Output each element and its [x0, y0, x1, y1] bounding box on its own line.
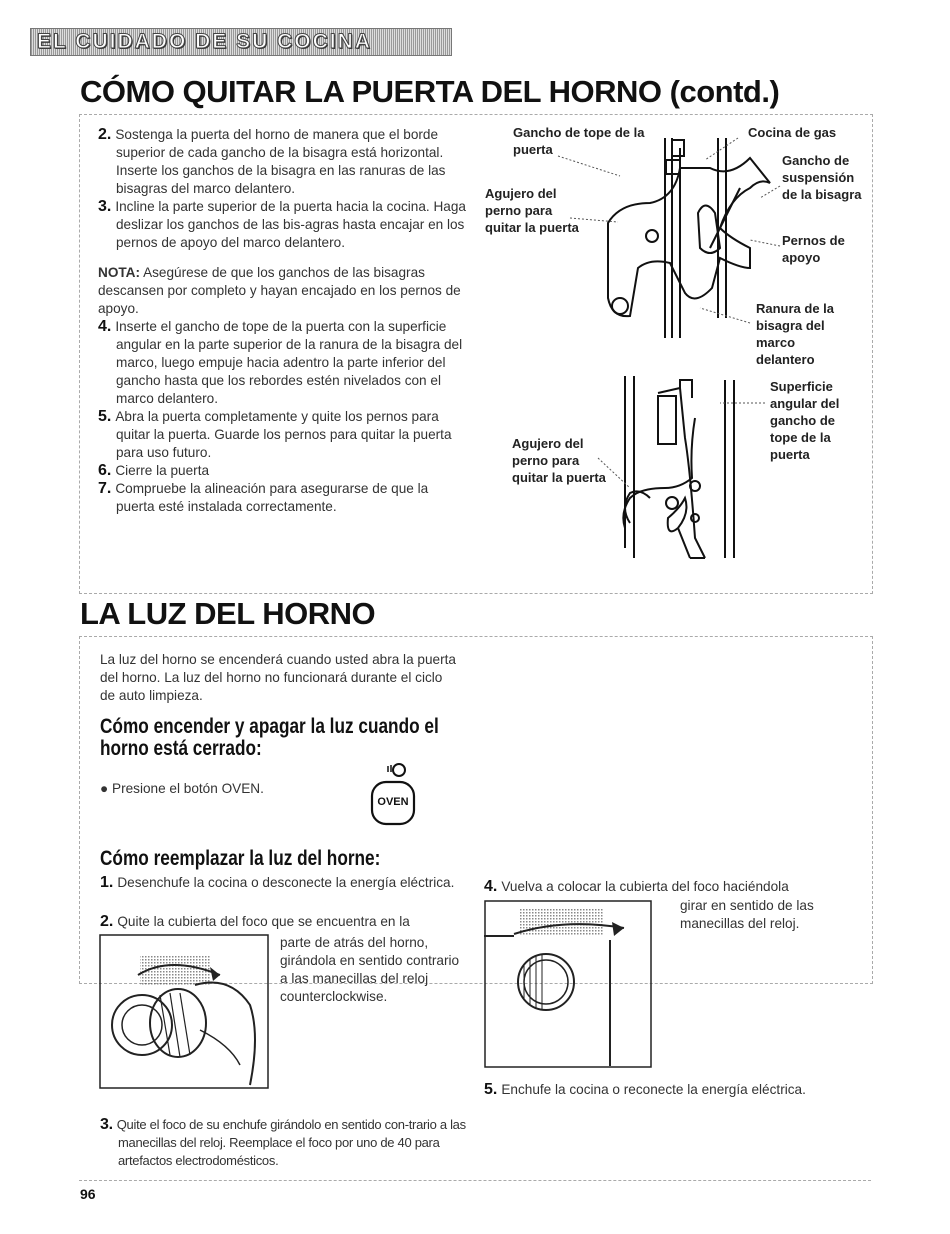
step-text: Vuelva a colocar la cubierta del foco haciéndola [501, 879, 789, 894]
label-cocina-gas: Cocina de gas [748, 125, 837, 140]
section-header-text: EL CUIDADO DE SU COCINA [37, 30, 372, 53]
step-text: Incline la parte superior de la puerta hacia la cocina. Haga deslizar los ganchos de las bis-agras hasta encajar en los pernos de apoyo del marco delantero. [115, 199, 466, 250]
step-number: 2. [98, 126, 112, 143]
subheading-replace: Cómo reemplazar la luz del horne: [100, 847, 381, 870]
label-pernos-apoyo: Pernos de apoyo [782, 233, 845, 265]
step-text: Abra la puerta completamente y quite los pernos para quitar la puerta. Guarde los pernos para quitar la puerta para uso futuro. [115, 409, 452, 460]
step-number: 2. [100, 913, 114, 930]
step-number: 4. [484, 878, 498, 895]
step-text: Desenchufe la cocina o desconecte la energía eléctrica. [117, 875, 455, 890]
step-text: Cierre la puerta [115, 463, 210, 478]
subheading-on-off: Cómo encender y apagar la luz cuando el horno está cerrado: [100, 715, 439, 760]
step-text: Sostenga la puerta del horno de manera que el borde superior de cada gancho de la bisagra está horizontal. Inserte los ganchos de la bisagra en las ranuras de las bisagras del marco delantero. [115, 127, 446, 196]
step-number: 5. [484, 1081, 498, 1098]
page-number: 96 [80, 1186, 96, 1202]
step-3 [98, 198, 470, 252]
bullet-text: Presione el botón OVEN. [112, 781, 264, 796]
step-number: 4. [98, 318, 112, 335]
note-text: Asegúrese de que los ganchos de las bisagras descansen por completo y hayan encajado en los pernos de apoyo. [98, 265, 461, 316]
page-bottom-rule [79, 1180, 871, 1181]
step-text: Compruebe la alineación para asegurarse de que la puerta esté instalada correctamente. [115, 481, 429, 514]
step-text: Inserte el gancho de tope de la puerta con la superficie angular en la parte superior de la ranura de la bisagra del marco, luego empuje hacia adentro la parte inferior del gancho hasta que los rebordes estén nivelados con el marco delantero. [115, 319, 463, 406]
cover-install-illustration [484, 900, 664, 1070]
replace-step-2-cont: parte de atrás del horno, girándola en sentido contrario a las manecillas del reloj counterclockwise. [280, 935, 460, 1004]
cover-removal-illustration [100, 935, 270, 1090]
bullet-icon: ● [100, 781, 112, 796]
replace-step-4 [484, 878, 882, 896]
step-text: Quite la cubierta del foco que se encuentra en la [117, 914, 410, 929]
step-4 [98, 318, 470, 408]
label-gancho-suspension: Gancho de suspensión de la bisagra [782, 153, 862, 202]
step-number: 3. [100, 1116, 113, 1133]
step-number: 1. [100, 874, 114, 891]
section-header-band [30, 28, 452, 56]
page-title: CÓMO QUITAR LA PUERTA DEL HORNO (contd.) [80, 74, 780, 109]
step-2 [98, 126, 470, 198]
note-label: NOTA: [98, 265, 141, 280]
step-number: 6. [98, 462, 112, 479]
label-agujero-perno-2: Agujero del perno para quitar la puerta [512, 436, 606, 485]
replace-step-1 [100, 874, 488, 892]
label-agujero-perno-1: Agujero del perno para quitar la puerta [485, 186, 579, 235]
step-text: Quite el foco de su enchufe girándolo en sentido con-trario a las manecillas del reloj. Reemplace el foco por uno de 40 para artefactos electrodomésticos. [116, 1117, 466, 1168]
light-intro: La luz del horno se encenderá cuando usted abra la puerta del horno. La luz del horno no funcionará durante el ciclo de auto limpieza. [100, 652, 456, 703]
door-steps [98, 126, 470, 516]
note [98, 264, 470, 318]
step-6 [98, 462, 470, 480]
label-superficie: Superficie angular del gancho de tope de la puerta [770, 379, 840, 462]
replace-step-4-cont: girar en sentido de las manecillas del reloj. [680, 898, 814, 931]
step-5 [98, 408, 470, 462]
step-number: 3. [98, 198, 112, 215]
replace-step-2 [100, 913, 488, 931]
step-7 [98, 480, 470, 516]
oven-bullet [100, 780, 264, 798]
step-number: 7. [98, 480, 112, 497]
replace-step-3 [100, 1116, 488, 1170]
oven-button-label: OVEN [377, 796, 409, 808]
light-bulb-icon [358, 760, 428, 826]
label-gancho-tope: Gancho de tope de la puerta [513, 125, 645, 157]
section2-title: LA LUZ DEL HORNO [80, 596, 376, 631]
step-text: Enchufe la cocina o reconecte la energía eléctrica. [501, 1082, 806, 1097]
step-number: 5. [98, 408, 112, 425]
label-ranura: Ranura de la bisagra del marco delantero [756, 301, 835, 367]
oven-light-button[interactable] [358, 760, 428, 826]
replace-step-5 [484, 1081, 882, 1099]
